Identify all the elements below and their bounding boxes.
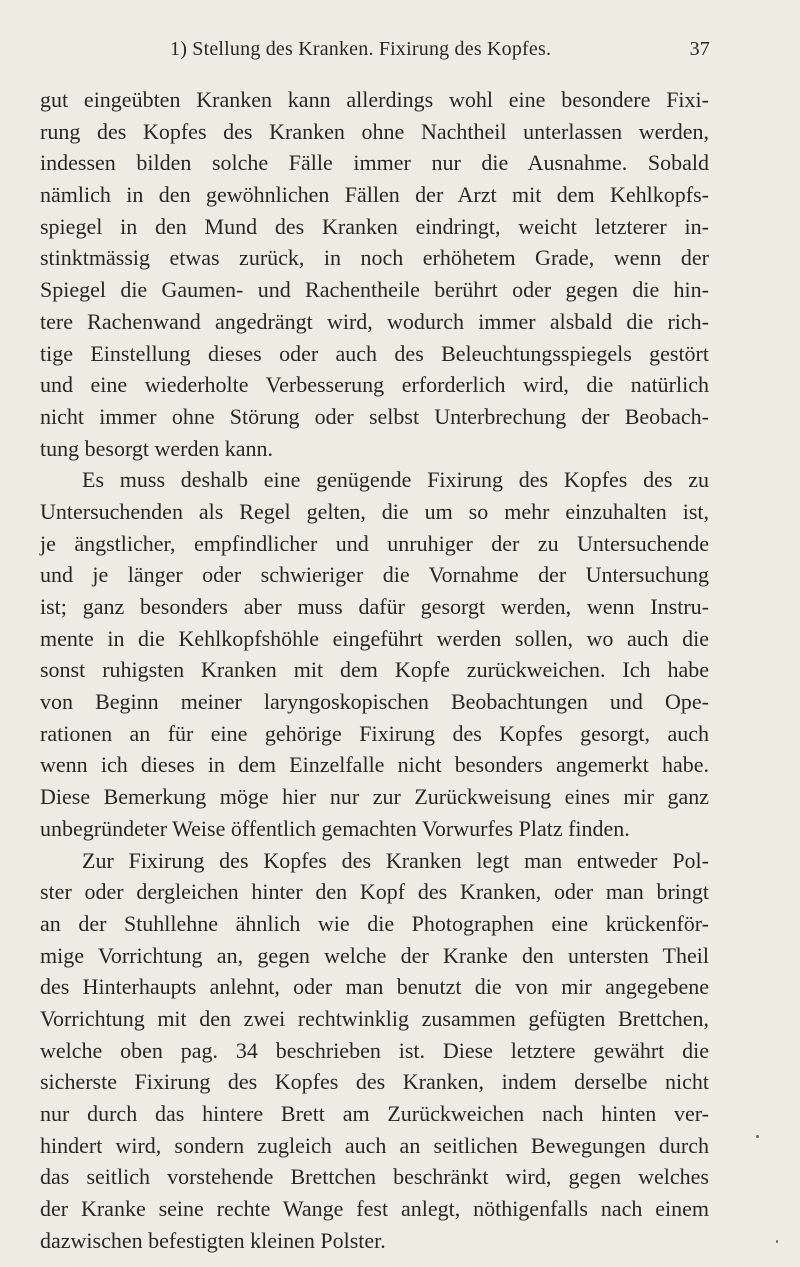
body-text (40, 84, 709, 1256)
text-line: Spiegel die Gaumen- und Rachentheile berührt oder gegen die hin- (40, 277, 709, 303)
text-line: Zur Fixirung des Kopfes des Kranken legt man entweder Pol- (82, 847, 709, 873)
text-line: tere Rachenwand angedrängt wird, wodurch immer alsbald die rich- (40, 308, 709, 334)
text-line: mente in die Kehlkopfshöhle eingeführt werden sollen, wo auch die (40, 625, 709, 651)
text-line: sonst ruhigsten Kranken mit dem Kopfe zurückweichen. Ich habe (40, 657, 709, 683)
text-line: das seitlich vorstehende Brettchen beschränkt wird, gegen welches (40, 1164, 709, 1190)
text-line: Diese Bemerkung möge hier nur zur Zurückweisung eines mir ganz (40, 784, 709, 810)
text-line: nämlich in den gewöhnlichen Fällen der Arzt mit dem Kehlkopfs- (40, 182, 709, 208)
text-line: welche oben pag. 34 beschrieben ist. Diese letztere gewährt die (40, 1037, 709, 1063)
text-line: je ängstlicher, empfindlicher und unruhiger der zu Untersuchende (40, 530, 709, 556)
text-line: hindert wird, sondern zugleich auch an seitlichen Bewegungen durch (40, 1132, 709, 1158)
text-line: mige Vorrichtung an, gegen welche der Kranke den untersten Theil (40, 942, 709, 968)
text-line: nur durch das hintere Brett am Zurückweichen nach hinten ver- (40, 1101, 709, 1126)
text-line: tung besorgt werden kann. (40, 435, 273, 461)
text-line: tige Einstellung dieses oder auch des Beleuchtungsspiegels gestört (40, 340, 709, 366)
text-line: sicherste Fixirung des Kopfes des Kranken, indem derselbe nicht (40, 1069, 709, 1095)
text-line: ster oder dergleichen hinter den Kopf des Kranken, oder man bringt (40, 879, 709, 905)
text-line: rationen an für eine gehörige Fixirung des Kopfes gesorgt, auch (40, 720, 709, 746)
ink-speck (776, 1240, 778, 1243)
text-line: unbegründeter Weise öffentlich gemachten Vorwurfes Platz finden. (40, 815, 630, 841)
ink-speck (756, 1135, 759, 1138)
text-line: des Hinterhaupts anlehnt, oder man benutzt die von mir angegebene (40, 974, 709, 1000)
text-line: von Beginn meiner laryngoskopischen Beobachtungen und Ope- (40, 689, 709, 715)
text-line: Vorrichtung mit den zwei rechtwinklig zusammen gefügten Brettchen, (40, 1005, 709, 1031)
text-line: und eine wiederholte Verbesserung erforderlich wird, die natürlich (40, 372, 709, 398)
text-line: indessen bilden solche Fälle immer nur die Ausnahme. Sobald (40, 150, 709, 176)
text-line: wenn ich dieses in dem Einzelfalle nicht besonders angemerkt habe. (40, 752, 709, 778)
text-line: und je länger oder schwieriger die Vornahme der Untersuchung (40, 562, 709, 588)
running-head-title: 1) Stellung des Kranken. Fixirung des Kopfes. (170, 38, 552, 60)
text-line: rung des Kopfes des Kranken ohne Nachtheil unterlassen werden, (40, 118, 709, 144)
text-line: an der Stuhllehne ähnlich wie die Photographen eine krückenför- (40, 910, 709, 936)
text-line: dazwischen befestigten kleinen Polster. (40, 1227, 386, 1253)
text-line: Untersuchenden als Regel gelten, die um so mehr einzuhalten ist, (40, 498, 709, 524)
text-line: ist; ganz besonders aber muss dafür gesorgt werden, wenn Instru- (40, 594, 709, 619)
running-head (170, 38, 710, 66)
text-line: nicht immer ohne Störung oder selbst Unterbrechung der Beobach- (40, 403, 709, 429)
text-line: gut eingeübten Kranken kann allerdings wohl eine besondere Fixi- (40, 87, 709, 112)
text-line: spiegel in den Mund des Kranken eindringt, weicht letzterer in- (40, 213, 709, 239)
page-number: 37 (689, 38, 710, 60)
text-line: Es muss deshalb eine genügende Fixirung des Kopfes des zu (82, 467, 709, 493)
text-line: der Kranke seine rechte Wange fest anlegt, nöthigenfalls nach einem (40, 1196, 709, 1222)
text-line: stinktmässig etwas zurück, in noch erhöhetem Grade, wenn der (40, 245, 709, 271)
